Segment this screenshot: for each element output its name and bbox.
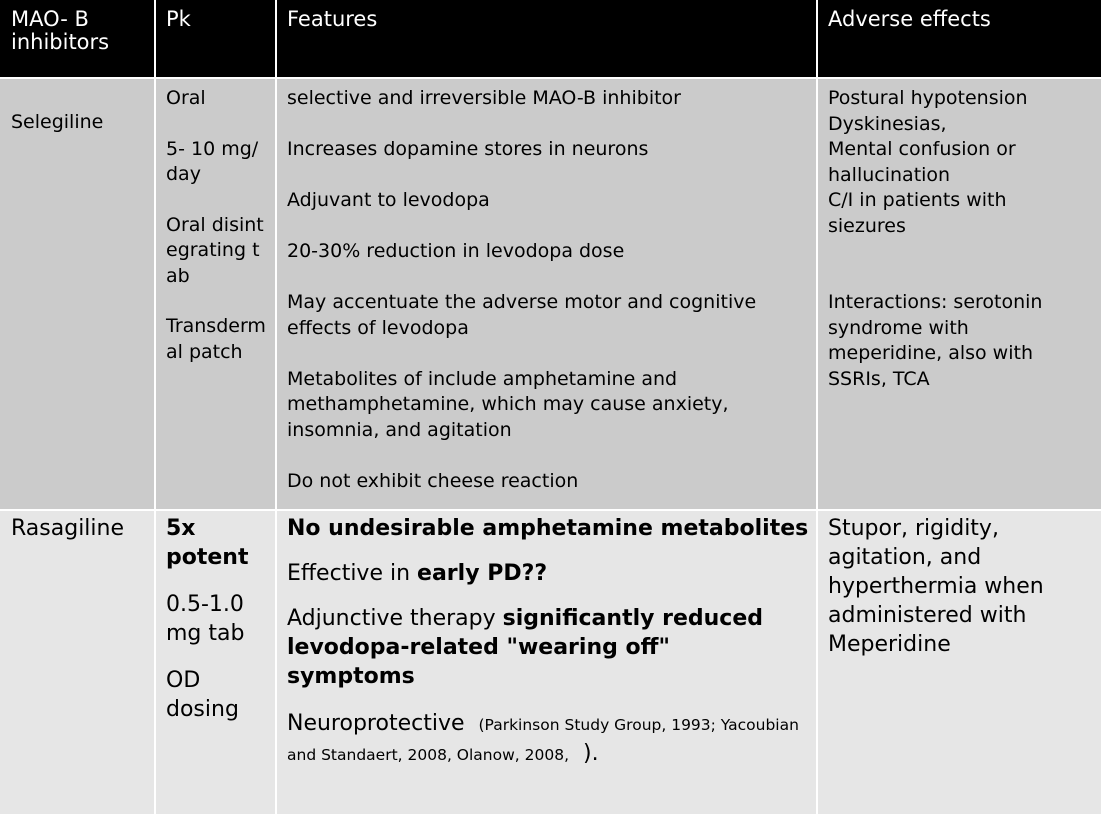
drug-name-selegiline: Selegiline [11,111,104,133]
feature-text: Adjunctive therapy [287,606,503,631]
row-selegiline-pk [155,78,276,510]
adverse-item: Interactions: serotonin syndrome with meperidine, also with SSRIs, TCA [828,291,1043,390]
feature-item [287,559,811,588]
feature-item: Metabolites of include amphetamine and methamphetamine, which may cause anxiety, insomnia, and agitation [287,367,729,441]
feature-item: Adjuvant to levodopa [287,189,490,211]
grid-line [275,0,277,814]
feature-bold: significantly reduced levodopa-related "wearing off" symptoms [287,606,764,689]
grid-line [154,0,156,814]
grid-line [0,77,1101,79]
header-adverse-text: Adverse effects [828,7,991,31]
pk-item [166,514,251,572]
grid-line [816,0,818,814]
citation: (Parkinson Study Group, 1993; Yacoubian and Standaert, 2008, Olanow, 2008, [287,716,799,764]
pk-item: Transdermal patch [166,315,266,363]
feature-item: Increases dopamine stores in neurons [287,138,649,160]
feature-item: selective and irreversible MAO-B inhibitor [287,87,681,109]
feature-item: Do not exhibit cheese reaction [287,469,579,492]
adverse-item: Postural hypotension [828,87,1028,109]
header-pk-text: Pk [166,7,191,31]
adverse-item: C/I in patients with siezures [828,189,1007,237]
pk-item: Oral [166,87,206,109]
pk-item: Oral disintegrating tab [166,213,264,287]
feature-item [287,604,787,691]
citation-end: ). [583,741,599,766]
adverse-item: Dyskinesias, [828,112,947,135]
header-drug [0,0,155,78]
feature-item [287,514,811,543]
feature-item: 20-30% reduction in levodopa dose [287,240,625,262]
row-rasagiline-drug [0,510,155,814]
pk-item: OD dosing [166,668,239,722]
feature-item: May accentuate the adverse motor and cognitive effects of levodopa [287,291,757,339]
drug-name-rasagiline: Rasagiline [11,516,125,541]
pk-item: 5- 10 mg/ day [166,137,259,185]
feature-bold: Neuroprotective [287,711,465,736]
grid-line [0,509,1101,511]
adverse-item: Stupor, rigidity, agitation, and hyperthermia when administered with Meperidine [828,516,1044,657]
header-features [276,0,817,78]
feature-text: Effective in [287,561,418,586]
header-adverse [817,0,1101,78]
row-rasagiline-features [276,510,817,814]
row-rasagiline-adverse [817,510,1101,814]
row-rasagiline-pk [155,510,276,814]
row-selegiline-adverse [817,78,1101,510]
header-features-text: Features [287,7,378,31]
feature-bold: No undesirable amphetamine metabolites [287,516,809,541]
adverse-item: Mental confusion or hallucination [828,138,1016,186]
row-selegiline-drug [0,78,155,510]
header-drug-text: MAO- B inhibitors [11,7,110,54]
row-selegiline-features [276,78,817,510]
feature-item [287,709,802,769]
pk-item: 0.5-1.0 mg tab [166,592,245,646]
feature-bold: early PD?? [417,561,548,586]
pk-potency: 5x potent [166,516,249,570]
header-pk [155,0,276,78]
